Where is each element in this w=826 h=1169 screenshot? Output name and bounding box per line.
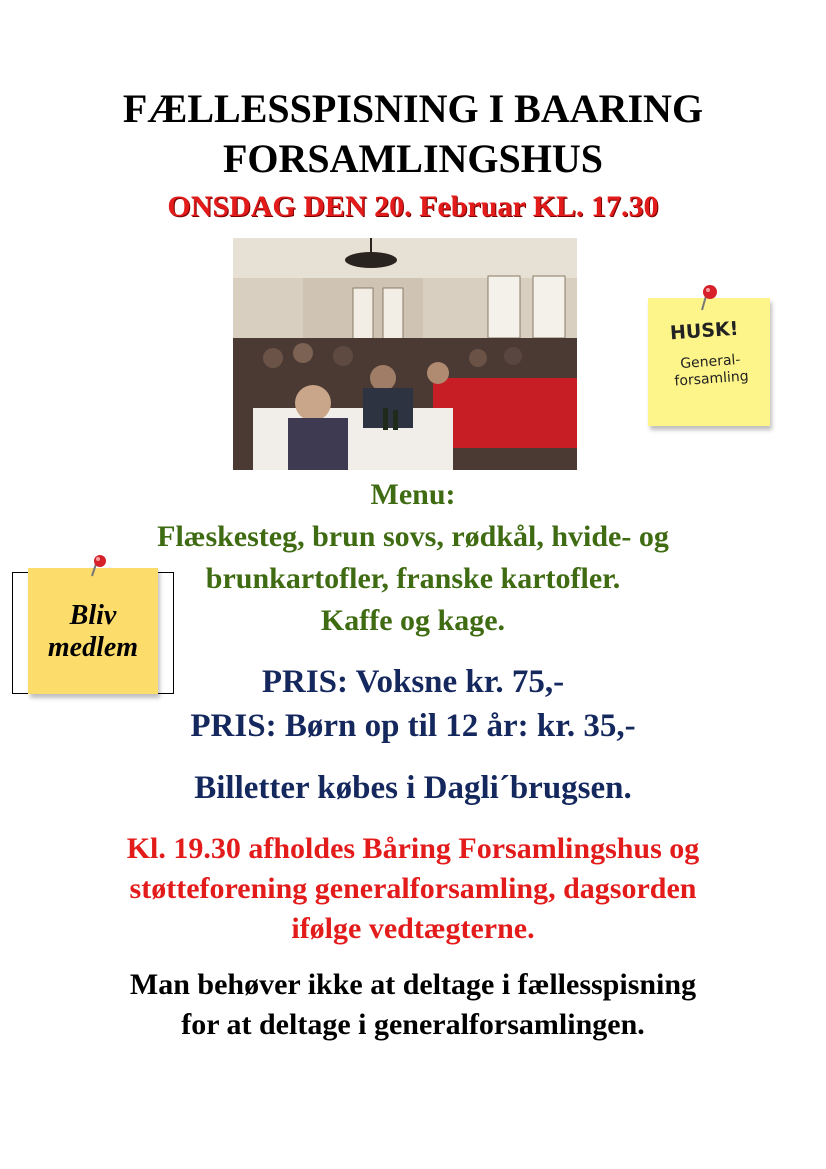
bliv-line-1: Bliv (69, 600, 117, 631)
husk-title: HUSK! (669, 317, 740, 345)
menu-line-1: Flæskesteg, brun sovs, rødkål, hvide- og (157, 520, 669, 553)
footer-line-2: for at deltage i generalforsamlingen. (181, 1008, 645, 1041)
husk-line-2: forsamling (673, 368, 750, 390)
tickets-info: Billetter købes i Dagli´brugsen. (194, 770, 632, 806)
menu-line-3: Kaffe og kage. (320, 604, 506, 637)
price-adult: PRIS: Voksne kr. 75,- (261, 664, 565, 700)
menu-heading: Menu: (370, 478, 456, 511)
title-line-2: FORSAMLINGSHUS (222, 136, 604, 181)
meeting-line-1: Kl. 19.30 afholdes Båring Forsamlingshus og (126, 832, 700, 865)
price-child: PRIS: Børn op til 12 år: kr. 35,- (190, 708, 636, 744)
meeting-line-2: støtteforening generalforsamling, dagsorden (129, 872, 697, 905)
husk-sticky-note (648, 298, 770, 426)
footer-line-1: Man behøver ikke at deltage i fællesspisning (129, 968, 697, 1001)
title-line-1: FÆLLESSPISNING I BAARING (122, 86, 704, 131)
husk-line-1: General- (679, 351, 741, 373)
husk-text (665, 351, 757, 391)
menu-line-2: brunkartofler, franske kartofler. (205, 562, 621, 595)
event-date: ONSDAG DEN 20. Februar KL. 17.30 (167, 190, 659, 223)
bliv-line-2: medlem (47, 632, 139, 663)
meeting-line-3: ifølge vedtægterne. (291, 912, 535, 945)
red-pushpin-icon (698, 282, 722, 312)
dining-hall-photo (233, 238, 577, 470)
